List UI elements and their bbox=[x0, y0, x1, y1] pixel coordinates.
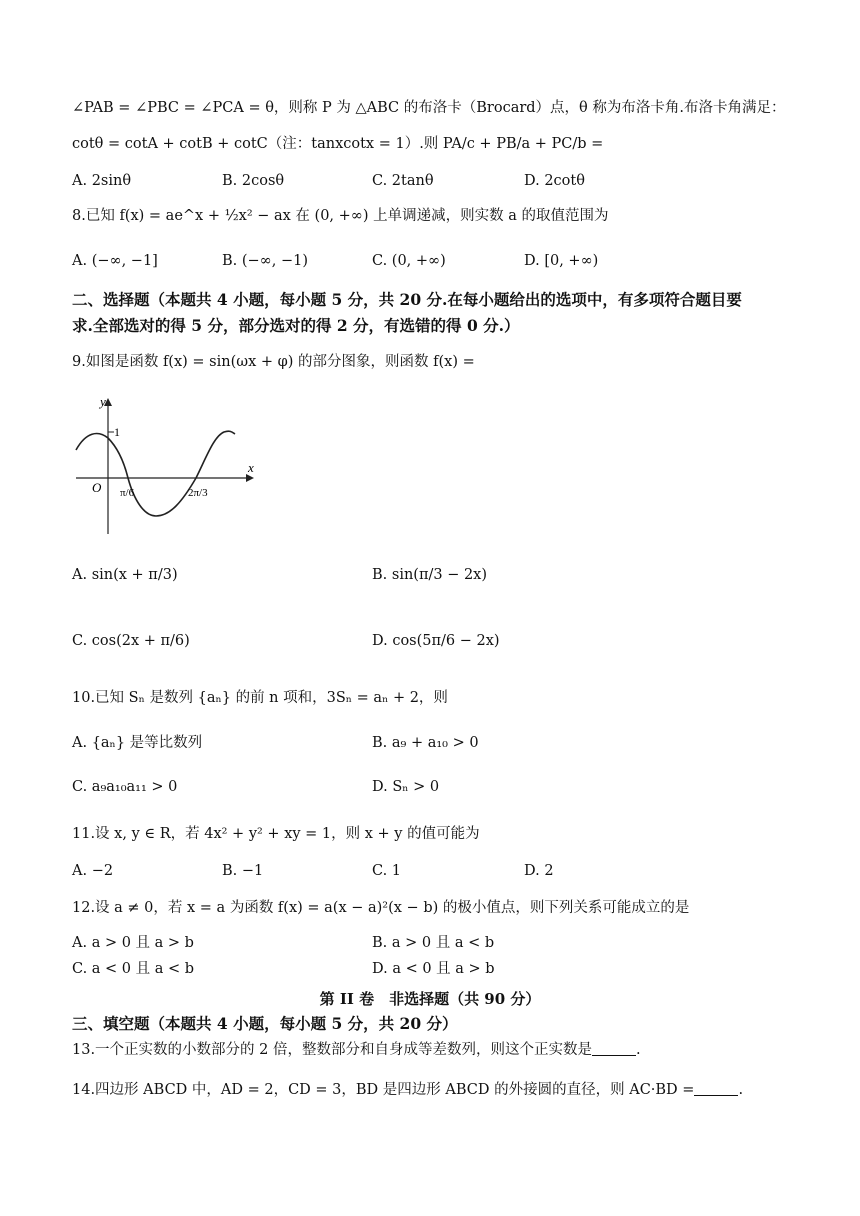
q11-option-c: C. 1 bbox=[372, 863, 402, 879]
q9-graph-x-tick1: π/6 bbox=[120, 487, 135, 499]
q14-end: . bbox=[738, 1082, 744, 1098]
q8-option-b: B. (−∞, −1) bbox=[222, 253, 309, 269]
q10-option-c: C. a₉a₁₀a₁₁ > 0 bbox=[72, 779, 178, 795]
q8-stem: 8.已知 f(x) = ae^x + ½x² − ax 在 (0, +∞) 上单调递减，则实数 a 的取值范围为 bbox=[72, 208, 609, 224]
q9-sine-graph bbox=[72, 392, 272, 542]
q14-line bbox=[72, 1080, 743, 1100]
q12-option-d: D. a < 0 且 a > b bbox=[372, 961, 495, 977]
q9-graph-origin: O bbox=[92, 480, 102, 495]
q9-option-d: D. cos(5π/6 − 2x) bbox=[372, 633, 500, 649]
q13-answer-blank[interactable] bbox=[592, 1041, 636, 1056]
q7-option-c: C. 2tanθ bbox=[372, 173, 434, 189]
q9-option-c: C. cos(2x + π/6) bbox=[72, 633, 190, 649]
q14-answer-blank[interactable] bbox=[694, 1081, 738, 1096]
section2-heading-line1: 二、选择题（本题共 4 小题，每小题 5 分，共 20 分.在每小题给出的选项中，有多项符合题目要 bbox=[72, 290, 742, 309]
part2-title: 第 II 卷 非选择题（共 90 分） bbox=[319, 990, 541, 1008]
q11-option-d: D. 2 bbox=[524, 863, 554, 879]
q12-option-c: C. a < 0 且 a < b bbox=[72, 961, 195, 977]
q11-stem: 11.设 x, y ∈ R，若 4x² + y² + xy = 1，则 x + y 的值可能为 bbox=[72, 826, 480, 842]
q10-stem: 10.已知 Sₙ 是数列 {aₙ} 的前 n 项和，3Sₙ = aₙ + 2，则 bbox=[72, 690, 448, 706]
q9-graph-x-label: x bbox=[248, 460, 254, 475]
q11-option-b: B. −1 bbox=[222, 863, 264, 879]
q14-stem: 14.四边形 ABCD 中，AD = 2，CD = 3，BD 是四边形 ABCD 的外接圆的直径，则 AC·BD = bbox=[72, 1082, 695, 1098]
q9-graph-y-tick: 1 bbox=[114, 425, 120, 439]
q7-option-d: D. 2cotθ bbox=[524, 173, 585, 189]
q7-line1: ∠PAB = ∠PBC = ∠PCA = θ，则称 P 为 △ABC 的布洛卡（Brocard）点，θ 称为布洛卡角.布洛卡角满足： bbox=[72, 100, 786, 116]
q8-option-a: A. (−∞, −1] bbox=[72, 253, 158, 269]
q9-graph-x-tick2: 2π/3 bbox=[188, 487, 208, 499]
q10-option-a: A. {aₙ} 是等比数列 bbox=[72, 735, 203, 751]
q7-option-b: B. 2cosθ bbox=[222, 173, 285, 189]
q7-option-a: A. 2sinθ bbox=[72, 173, 132, 189]
q12-option-b: B. a > 0 且 a < b bbox=[372, 935, 495, 951]
q12-stem: 12.设 a ≠ 0，若 x = a 为函数 f(x) = a(x − a)²(x − b) 的极小值点，则下列关系可能成立的是 bbox=[72, 900, 690, 916]
q9-stem: 9.如图是函数 f(x) = sin(ωx + φ) 的部分图象，则函数 f(x) = bbox=[72, 354, 475, 370]
q10-option-d: D. Sₙ > 0 bbox=[372, 779, 440, 795]
q9-option-a: A. sin(x + π/3) bbox=[72, 567, 178, 583]
q13-end: . bbox=[636, 1042, 641, 1058]
q13-stem: 13.一个正实数的小数部分的 2 倍，整数部分和自身成等差数列，则这个正实数是 bbox=[72, 1042, 593, 1058]
q10-option-b: B. a₉ + a₁₀ > 0 bbox=[372, 735, 479, 751]
q9-option-b: B. sin(π/3 − 2x) bbox=[372, 567, 488, 583]
section3-heading: 三、填空题（本题共 4 小题，每小题 5 分，共 20 分） bbox=[72, 1014, 458, 1033]
q12-option-a: A. a > 0 且 a > b bbox=[72, 935, 194, 951]
q8-option-c: C. (0, +∞) bbox=[372, 253, 446, 269]
q11-option-a: A. −2 bbox=[72, 863, 114, 879]
section2-heading-line2: 求.全部选对的得 5 分，部分选对的得 2 分，有选错的得 0 分.） bbox=[72, 316, 520, 335]
q8-option-d: D. [0, +∞) bbox=[524, 253, 599, 269]
q13-line bbox=[72, 1040, 641, 1060]
q7-line2: cotθ = cotA + cotB + cotC（注：tanxcotx = 1）.则 PA/c + PB/a + PC/b = bbox=[72, 136, 604, 152]
q9-graph-y-label: y bbox=[100, 394, 106, 409]
